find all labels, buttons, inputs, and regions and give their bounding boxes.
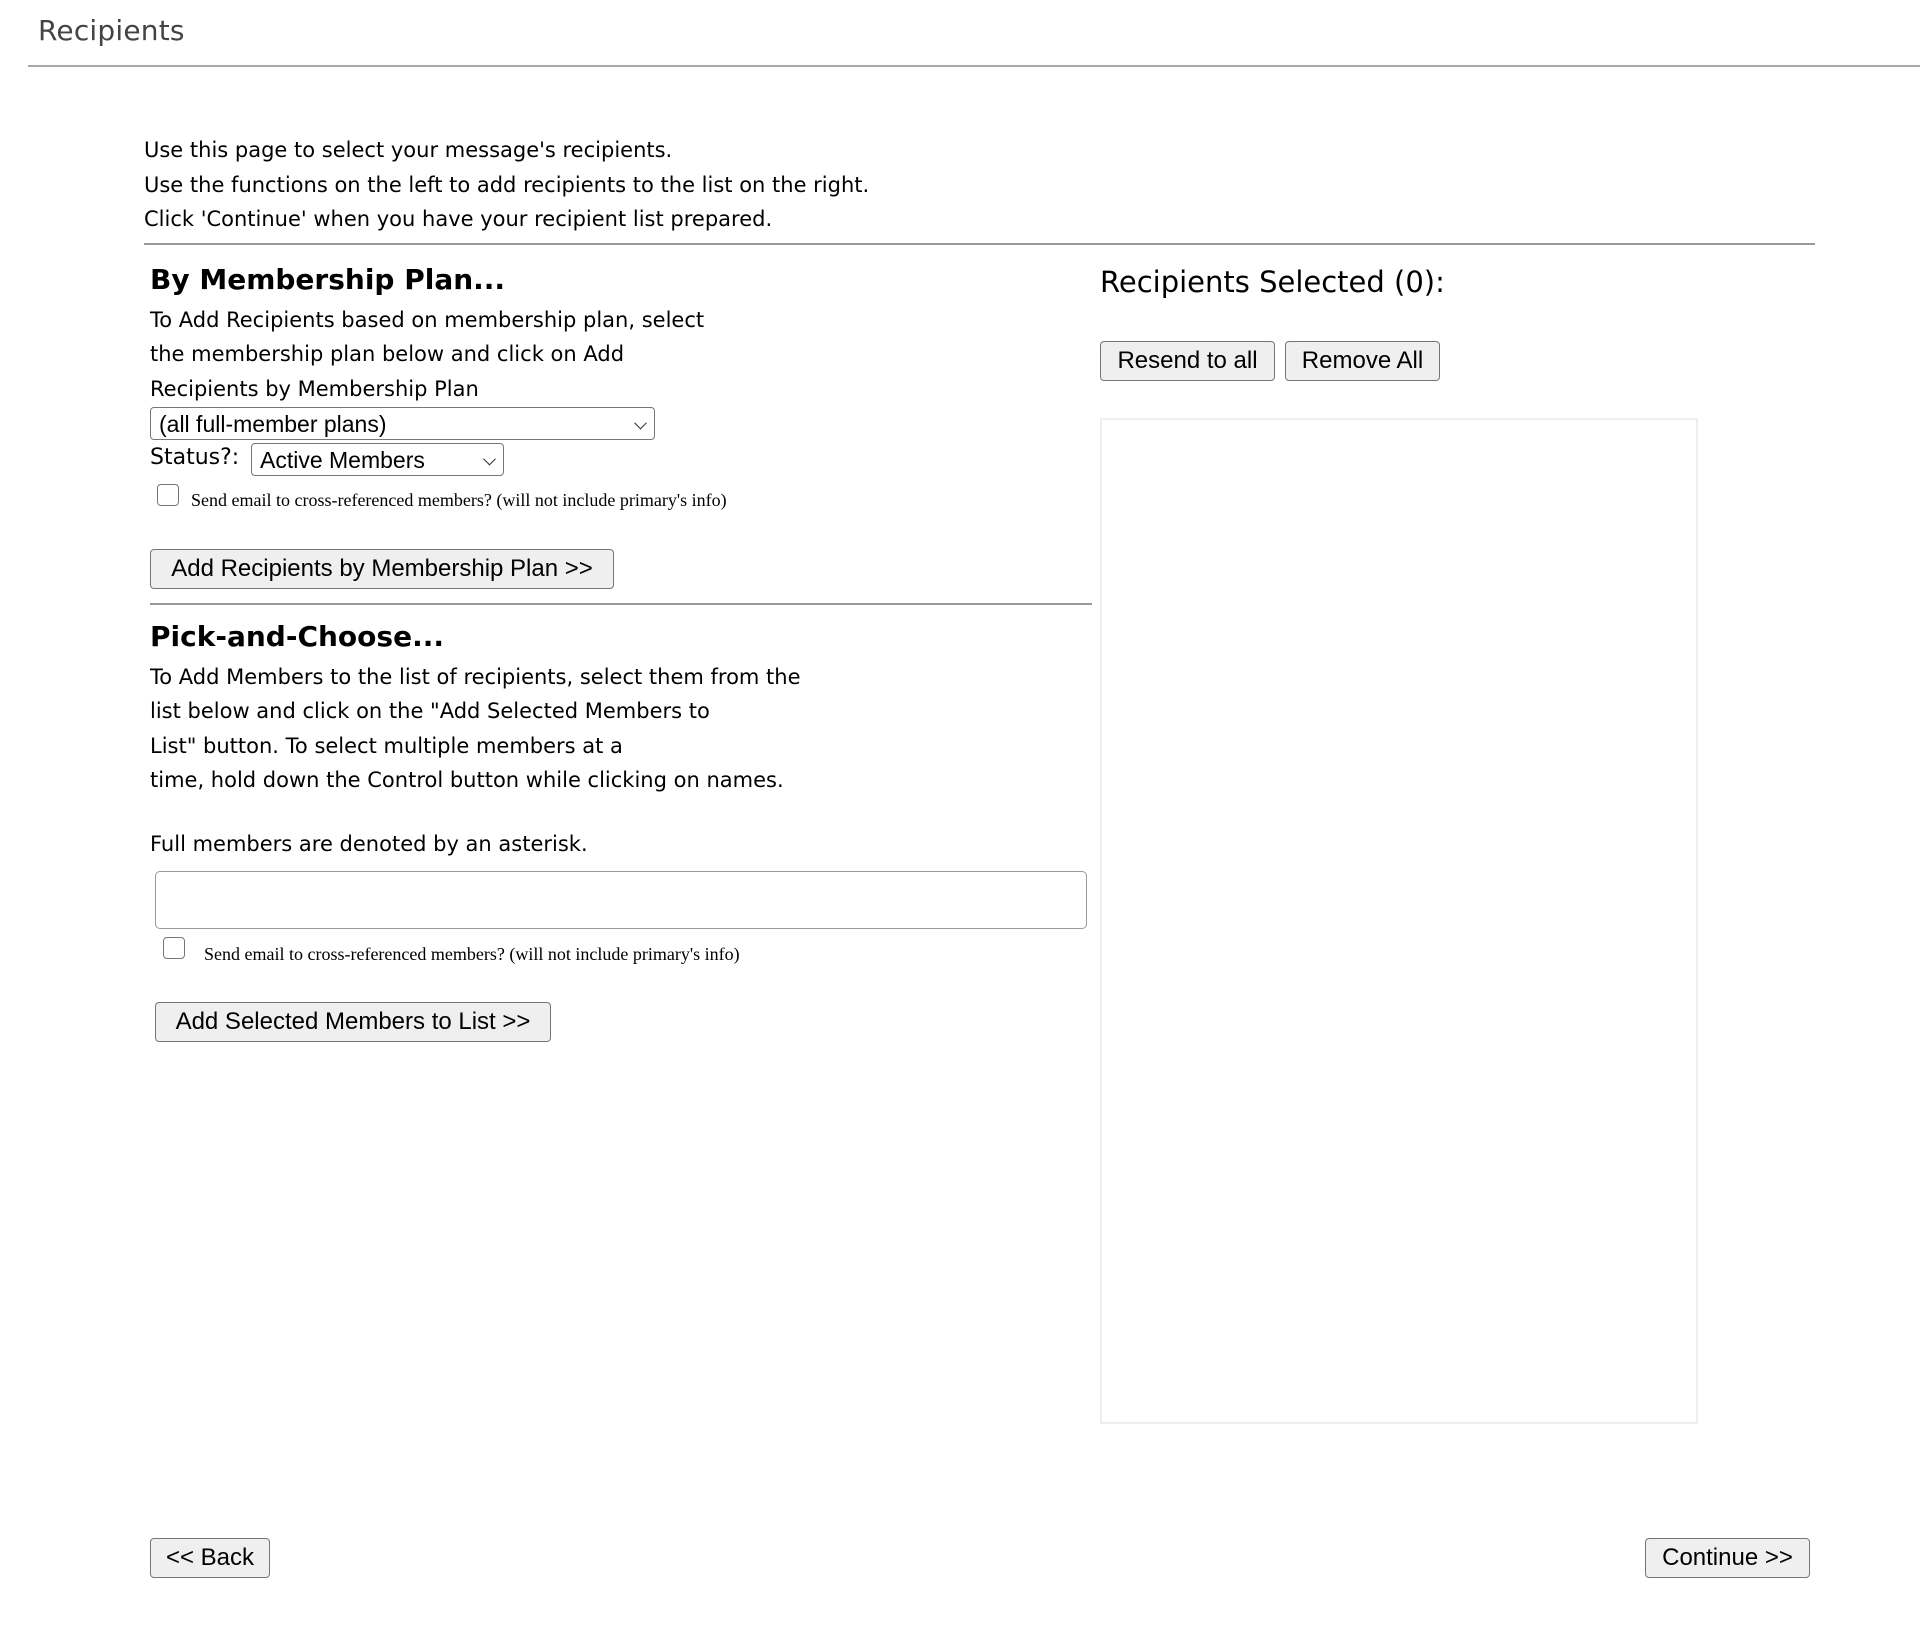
- pick-cross-ref-checkbox[interactable]: [163, 937, 185, 959]
- description-line: list below and click on the "Add Selected Members to: [150, 699, 710, 724]
- by-membership-plan-heading: By Membership Plan...: [150, 263, 506, 296]
- section-divider: [150, 603, 1092, 605]
- description-line: time, hold down the Control button while clicking on names.: [150, 767, 784, 792]
- asterisk-note: Full members are denoted by an asterisk.: [150, 832, 588, 856]
- page-title: Recipients: [38, 14, 185, 47]
- pick-and-choose-description: [150, 660, 801, 797]
- description-line: List" button. To select multiple members at a: [150, 733, 623, 758]
- pick-cross-ref-label: Send email to cross-referenced members? (will not include primary's info): [204, 944, 740, 964]
- remove-all-button[interactable]: Remove All: [1285, 341, 1440, 381]
- plan-cross-ref-checkbox[interactable]: [157, 484, 179, 506]
- intro-divider: [144, 243, 1815, 245]
- pick-and-choose-heading: Pick-and-Choose...: [150, 620, 444, 653]
- add-recipients-by-plan-button[interactable]: Add Recipients by Membership Plan >>: [150, 549, 614, 589]
- recipients-selected-title: Recipients Selected (0):: [1100, 265, 1445, 299]
- member-multiselect-list[interactable]: [155, 871, 1087, 929]
- status-label: Status?:: [150, 445, 240, 470]
- recipients-list-box[interactable]: [1100, 418, 1698, 1424]
- by-membership-plan-description: [150, 303, 704, 406]
- intro-line: Click 'Continue' when you have your recipient list prepared.: [144, 207, 773, 231]
- add-selected-members-button[interactable]: Add Selected Members to List >>: [155, 1002, 551, 1042]
- status-select-wrapper: [251, 443, 504, 476]
- description-line: To Add Recipients based on membership plan, select: [150, 308, 705, 332]
- description-line: To Add Members to the list of recipients, select them from the: [150, 665, 801, 689]
- resend-to-all-button[interactable]: Resend to all: [1100, 341, 1275, 381]
- title-divider: [28, 65, 1920, 67]
- intro-line: Use the functions on the left to add recipients to the list on the right.: [144, 172, 870, 197]
- plan-cross-ref-label: Send email to cross-referenced members? (will not include primary's info): [191, 490, 727, 510]
- description-line: the membership plan below and click on Add: [150, 342, 625, 367]
- continue-button[interactable]: Continue >>: [1645, 1538, 1810, 1578]
- intro-line: Use this page to select your message's recipients.: [144, 138, 673, 162]
- description-line: Recipients by Membership Plan: [150, 376, 479, 401]
- membership-plan-select[interactable]: [150, 407, 655, 440]
- back-button[interactable]: << Back: [150, 1538, 270, 1578]
- status-select[interactable]: [251, 443, 504, 476]
- intro-text: [144, 133, 869, 237]
- membership-plan-select-wrapper: [150, 407, 655, 440]
